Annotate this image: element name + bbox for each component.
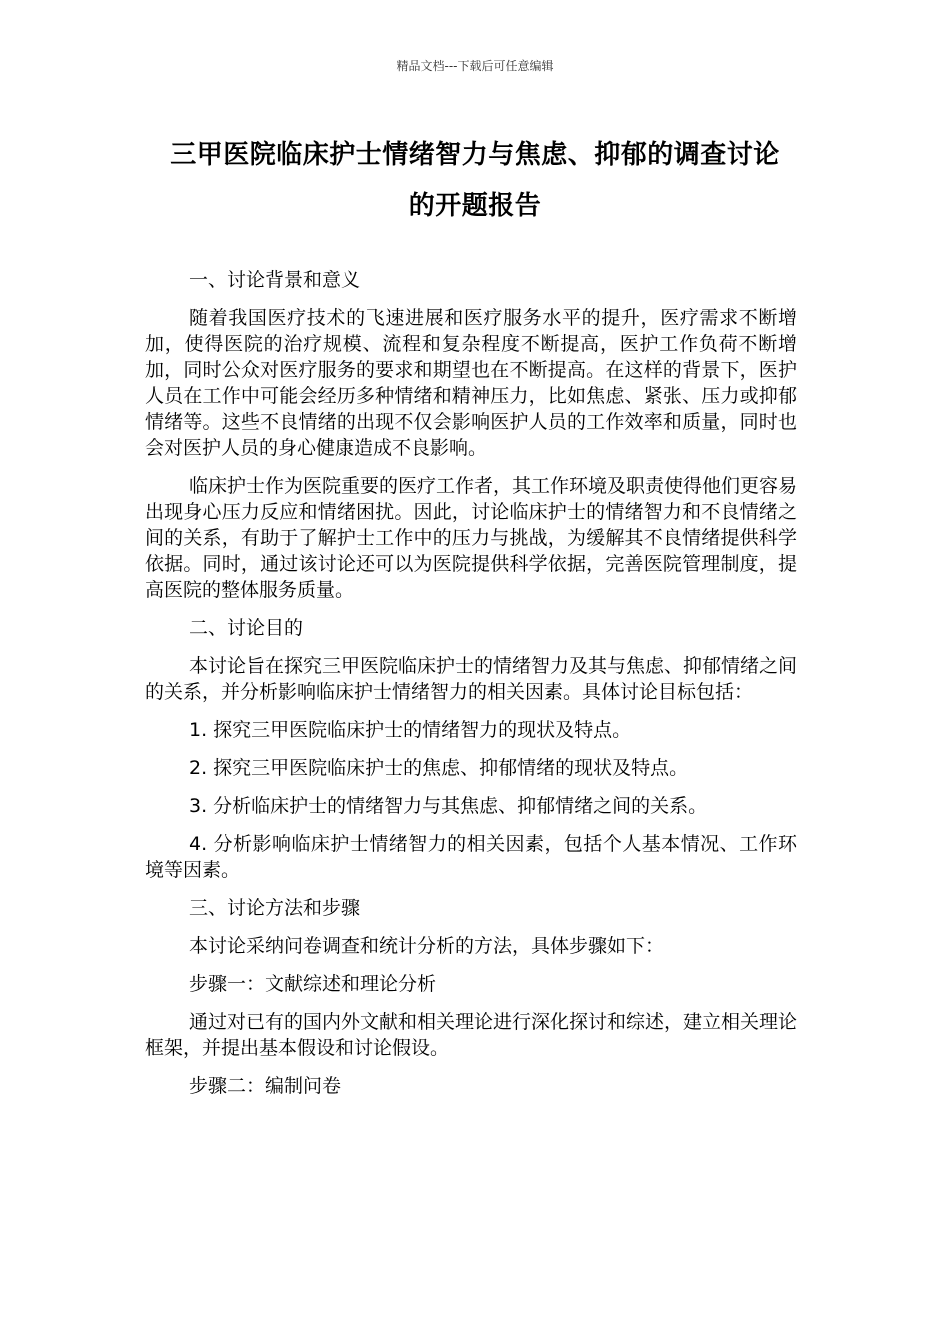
paragraph-method-intro: 本讨论采纳问卷调查和统计分析的方法，具体步骤如下：: [189, 935, 665, 957]
header-note: 精品文档---下载后可任意编辑: [396, 59, 554, 73]
paragraph-step-1: 通过对已有的国内外文献和相关理论进行深化探讨和综述，建立相关理论框架，并提出基本假设和讨论假设。: [145, 1011, 798, 1059]
step-heading-1: 步骤一：文献综述和理论分析: [189, 973, 437, 995]
paragraph-background-2: 临床护士作为医院重要的医疗工作者，其工作环境及职责使得他们更容易出现身心压力反应和情绪困扰。因此，讨论临床护士的情绪智力和不良情绪之间的关系，有助于了解护士工作中的压力与挑战，为缓解其不良情绪提供科学依据。同时，通过该讨论还可以为医院提供科学依据，完善医院管理制度，提高医院的整体服务质量。: [145, 475, 798, 601]
page-title: [120, 130, 830, 232]
document-body: [145, 267, 797, 1111]
title-line-1: 三甲医院临床护士情绪智力与焦虑、抑郁的调查讨论: [170, 140, 780, 170]
step-heading-2: 步骤二：编制问卷: [189, 1075, 342, 1097]
paragraph-background-1: 随着我国医疗技术的飞速进展和医疗服务水平的提升，医疗需求不断增加，使得医院的治疗规模、流程和复杂程度不断提高，医护工作负荷不断增加，同时公众对医疗服务的要求和期望也在不断提高。在这样的背景下，医护人员在工作中可能会经历多种情绪和精神压力，比如焦虑、紧张、压力或抑郁情绪等。这些不良情绪的出现不仅会影响医护人员的工作效率和质量，同时也会对医护人员的身心健康造成不良影响。: [145, 307, 797, 459]
section-heading-method: 三、讨论方法和步骤: [189, 897, 361, 919]
title-line-2: 的开题报告: [408, 191, 542, 221]
section-heading-purpose: 二、讨论目的: [189, 617, 304, 639]
list-item-goal-4: 4. 分析影响临床护士情绪智力的相关因素，包括个人基本情况、工作环境等因素。: [145, 833, 797, 881]
list-item-goal-1: 1. 探究三甲医院临床护士的情绪智力的现状及特点。: [189, 719, 632, 741]
paragraph-purpose-intro: 本讨论旨在探究三甲医院临床护士的情绪智力及其与焦虑、抑郁情绪之间的关系，并分析影响临床护士情绪智力的相关因素。具体讨论目标包括：: [145, 655, 798, 703]
list-item-goal-3: 3. 分析临床护士的情绪智力与其焦虑、抑郁情绪之间的关系。: [189, 795, 708, 817]
list-item-goal-2: 2. 探究三甲医院临床护士的焦虑、抑郁情绪的现状及特点。: [189, 757, 689, 779]
section-heading-background: 一、讨论背景和意义: [189, 269, 361, 291]
